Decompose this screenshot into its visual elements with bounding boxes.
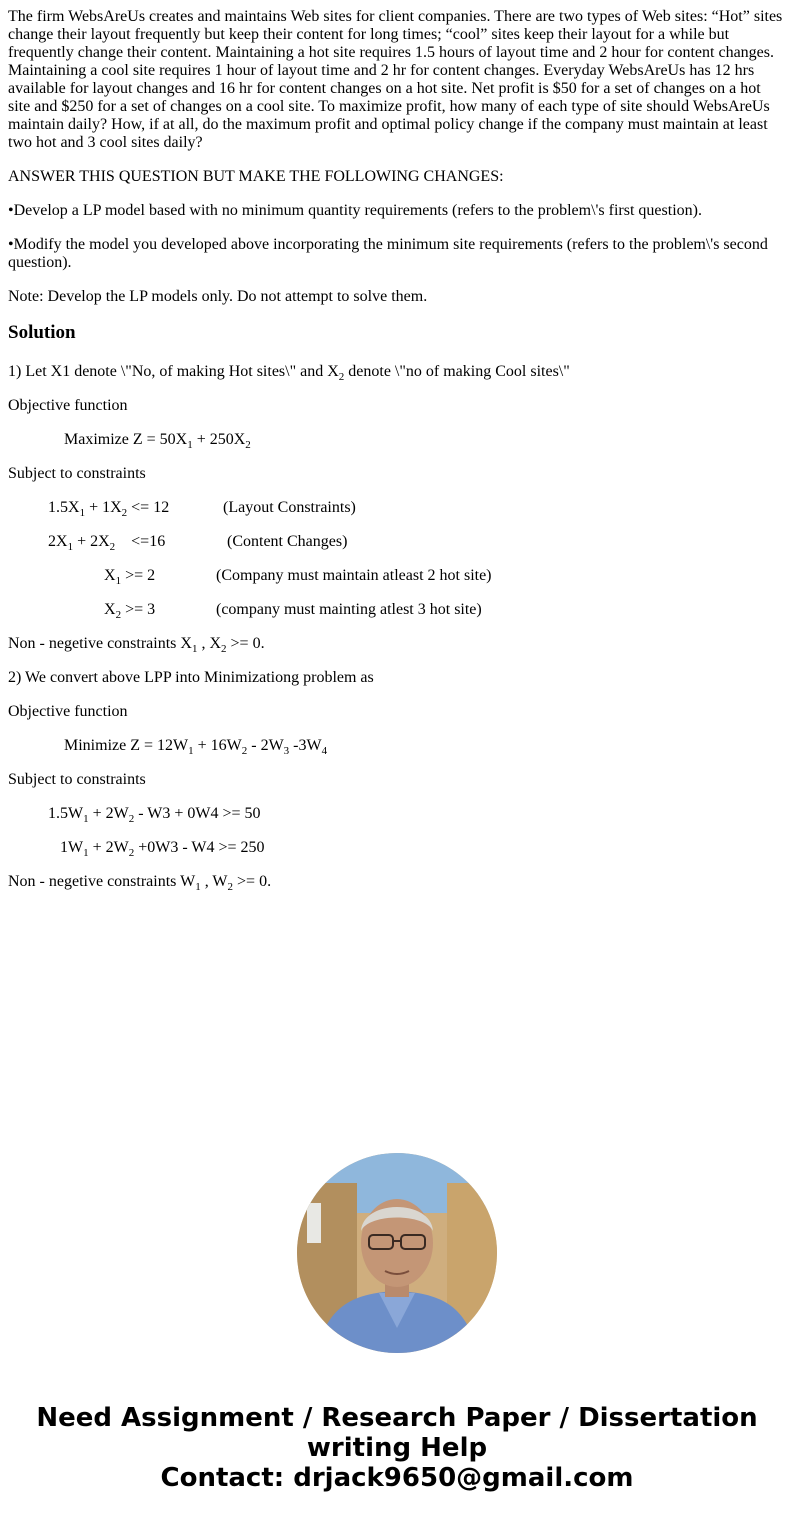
dual-constraint-2: $1W_1 + 2W_2 +0W3 - W4 >= 250$ [60,839,265,860]
bullet-first-model: •Develop a LP model based with no minimum quantity requirements (refers to the problem\'s first question). [8,202,702,219]
footer-line-1: Need Assignment / Research Paper / Dissertation [36,1403,758,1433]
footer-contact: Contact: drjack9650@gmail.com [160,1463,634,1493]
part2-subject-label: Subject to constraints [8,771,146,788]
bullet-second-model: •Modify the model you developed above incorporating the minimum site requirements (refers to the problem\'s second question). [8,236,768,271]
constraint-min-hot: $X_1 >= 2$ (Company must maintain atleast 2 hot site) [104,567,492,588]
constraint-min-hot-label: (Company must maintain atleast 2 hot site) [216,567,492,584]
part2-intro: 2) We convert above LPP into Minimizationg problem as [8,669,374,686]
part1-subject-label: Subject to constraints [8,465,146,482]
constraint-layout-label: (Layout Constraints) [223,499,356,516]
question-intro: The firm WebsAreUs creates and maintains Web sites for client companies. There are two types of Web sites: “Hot” sites change their layout frequently but keep their content for long times; “cool” sites keep their layout for a while but frequently change their content. Maintaining a hot site requires 1.5 hours of layout time and 2 hour for content changes. Maintaining a cool site requires 1 hour of layout time and 2 hr for content changes. Everyday WebsAreUs has 12 hrs available for layout changes and 16 hr for content changes on a hot site. Net profit is $50 for a set of changes on a hot site and $250 for a set of changes on a cool site. To maximize profit, how many of each type of site should WebsAreUs maintain daily? How, if at all, do the maximum profit and optimal policy change if the company must maintain at least two hot and 3 cool sites daily? [8,8,783,151]
constraint-min-cool-label: (company must mainting atlest 3 hot site) [216,601,482,618]
part1-nonneg: Non - negetive constraints $X_1$ , $X_2 >= 0$. [8,635,265,656]
note: Note: Develop the LP models only. Do not attempt to solve them. [8,288,428,305]
promo-footer [0,1403,794,1493]
part1-let-statement: 1) Let X1 denote \"No, of making Hot sites\" and $X_2$ denote \"no of making Cool sites\" [8,363,570,384]
part1-objective: Maximize $Z = 50X_1 + 250X_2$ [64,431,251,452]
constraint-min-cool: $X_2 >= 3$ (company must mainting atlest 3 hot site) [104,601,482,622]
constraint-content-label: (Content Changes) [227,533,348,550]
author-avatar [297,1153,497,1353]
part2-nonneg: Non - negetive constraints $W_1$ , $W_2 >= 0$. [8,873,272,894]
document-body [8,8,786,907]
part2-objective-label: Objective function [8,703,128,720]
answer-changes-heading: ANSWER THIS QUESTION BUT MAKE THE FOLLOWING CHANGES: [8,168,504,185]
footer-line-2: writing Help [306,1433,488,1463]
part1-objective-label: Objective function [8,397,128,414]
solution-heading: Solution [8,322,76,343]
constraint-content: $2X_1 + 2X_2$ <=16 (Content Changes) [48,533,348,554]
constraint-layout: $1.5X_1 + 1X_2 <= 12$ (Layout Constraints) [48,499,356,520]
dual-constraint-1: $1.5W_1 + 2W_2 - W3 + 0W4 >= 50$ [48,805,261,826]
part2-objective: Minimize $Z = 12W_1 + 16W_2 - 2W_3$ $-3W_4$ [64,737,328,758]
